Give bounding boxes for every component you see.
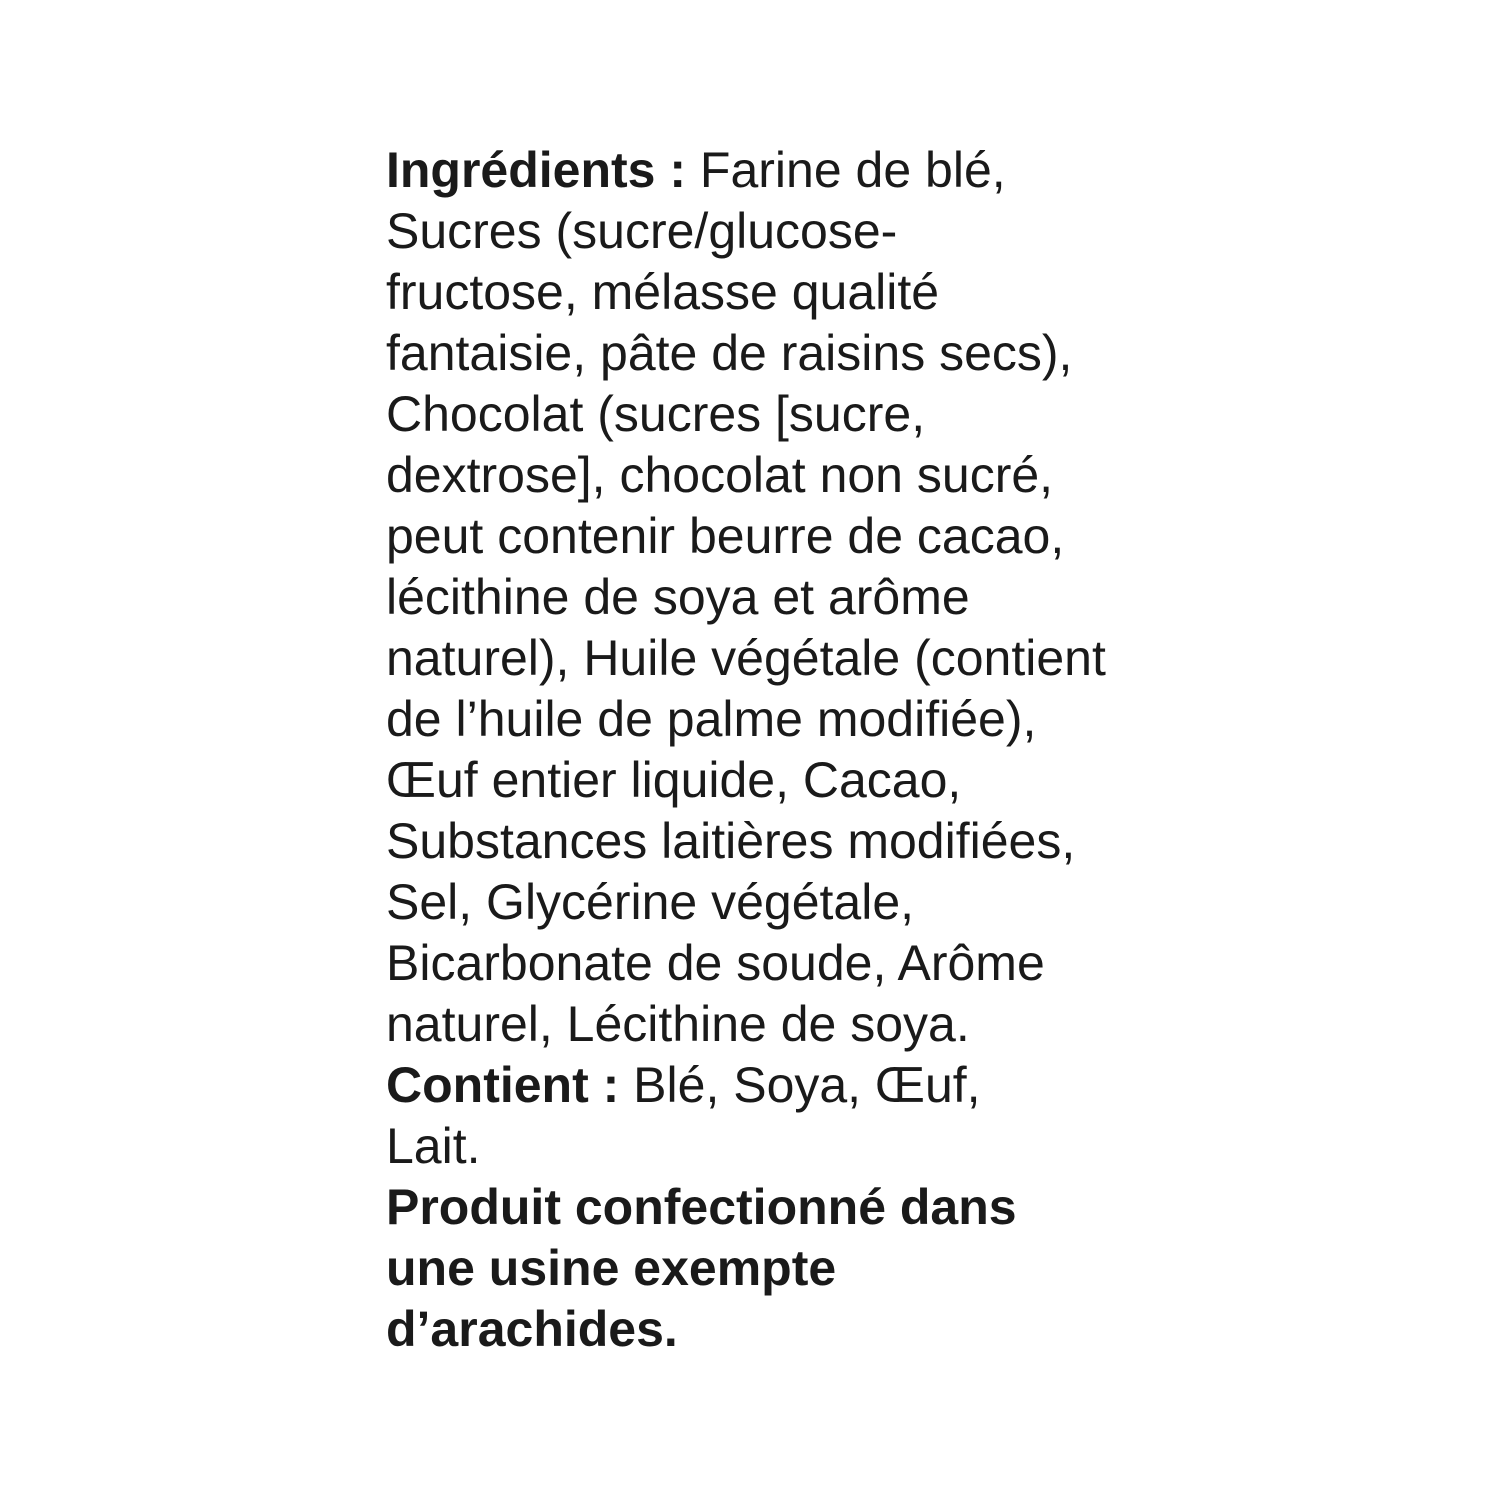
facility-statement-line: une usine exempte xyxy=(386,1240,837,1296)
ingredients-line-1 xyxy=(386,140,1386,201)
ingredients-line: naturel, Lécithine de soya. xyxy=(386,996,970,1052)
ingredients-line: Chocolat (sucres [sucre, xyxy=(386,386,926,442)
ingredients-line: Sucres (sucre/glucose- xyxy=(386,203,898,259)
contains-line-1 xyxy=(386,1055,1386,1116)
contains-text: Blé, Soya, Œuf, xyxy=(619,1057,981,1113)
ingredients-line: Sel, Glycérine végétale, xyxy=(386,874,915,930)
ingredients-line: Bicarbonate de soude, Arôme xyxy=(386,935,1045,991)
ingredients-line: fantaisie, pâte de raisins secs), xyxy=(386,325,1073,381)
ingredients-line: peut contenir beurre de cacao, xyxy=(386,508,1065,564)
facility-statement-line: d’arachides. xyxy=(386,1301,678,1357)
contains-line: Lait. xyxy=(386,1118,481,1174)
ingredients-line: fructose, mélasse qualité xyxy=(386,264,940,320)
ingredients-line: Œuf entier liquide, Cacao, xyxy=(386,752,962,808)
ingredients-heading: Ingrédients : xyxy=(386,142,687,198)
ingredients-line: Substances laitières modifiées, xyxy=(386,813,1076,869)
ingredients-line: naturel), Huile végétale (contient xyxy=(386,630,1106,686)
ingredients-line: dextrose], chocolat non sucré, xyxy=(386,447,1054,503)
facility-statement-line: Produit confectionné dans xyxy=(386,1179,1017,1235)
contains-heading: Contient : xyxy=(386,1057,620,1113)
ingredients-line: lécithine de soya et arôme xyxy=(386,569,970,625)
ingredients-line: de l’huile de palme modifiée), xyxy=(386,691,1037,747)
ingredient-label xyxy=(386,140,1386,1360)
ingredients-text: Farine de blé, xyxy=(686,142,1006,198)
